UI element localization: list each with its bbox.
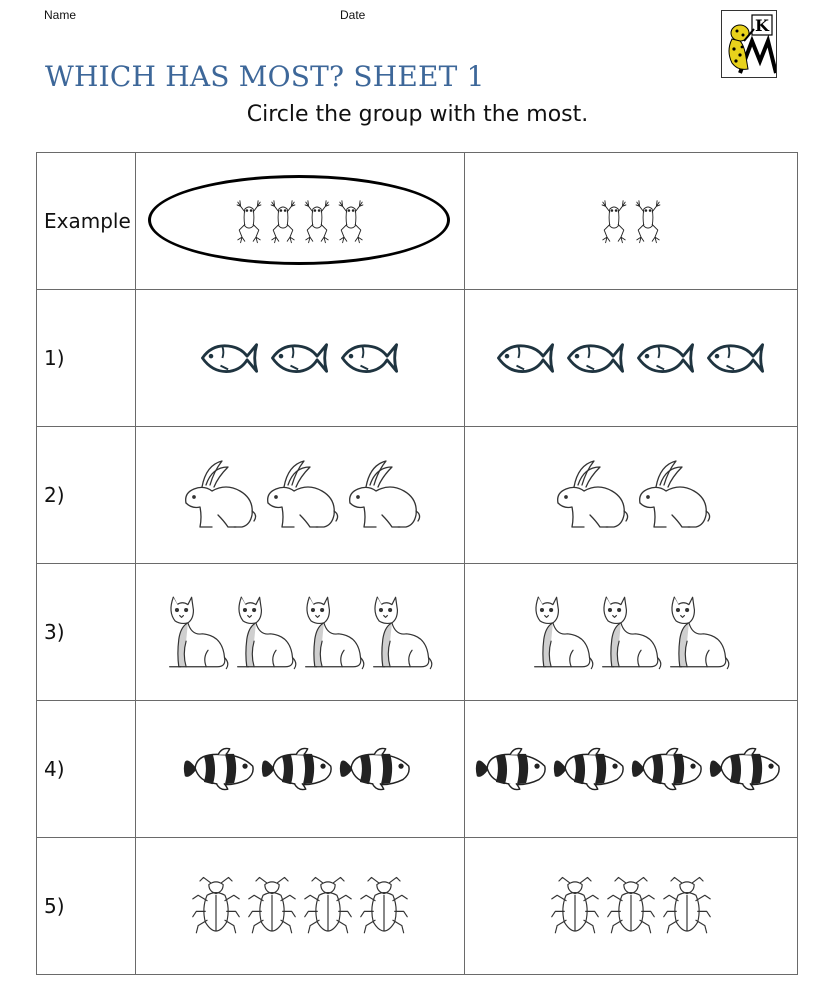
- clownfish-icon: [709, 745, 787, 793]
- right-group-cell[interactable]: [465, 701, 798, 838]
- right-animal-group: [600, 196, 662, 246]
- leopard-logo-icon: [722, 11, 776, 77]
- fish-icon: [563, 339, 629, 377]
- worksheet-row: [37, 564, 798, 701]
- row-label: 4): [37, 701, 136, 838]
- worksheet-row: [37, 153, 798, 290]
- worksheet-row: [37, 290, 798, 427]
- left-group-cell[interactable]: [136, 153, 465, 290]
- cat-icon: [370, 593, 434, 671]
- cat-icon: [667, 593, 731, 671]
- beetle-icon: [606, 875, 656, 937]
- right-animal-group: [475, 745, 787, 793]
- beetle-icon: [662, 875, 712, 937]
- rabbit-icon: [178, 459, 258, 531]
- worksheet-row: [37, 701, 798, 838]
- clownfish-icon: [631, 745, 709, 793]
- beetle-icon: [191, 875, 241, 937]
- left-group-cell[interactable]: [136, 564, 465, 701]
- left-animal-group: [183, 745, 417, 793]
- rabbit-icon: [632, 459, 712, 531]
- fish-icon: [703, 339, 769, 377]
- right-animal-group: [493, 339, 769, 377]
- beetle-icon: [550, 875, 600, 937]
- clownfish-icon: [183, 745, 261, 793]
- right-group-cell[interactable]: [465, 838, 798, 975]
- left-animal-group: [191, 875, 409, 937]
- frog-icon: [600, 196, 628, 246]
- left-group-cell[interactable]: [136, 427, 465, 564]
- cat-icon: [234, 593, 298, 671]
- fish-icon: [633, 339, 699, 377]
- logo-letter: K: [755, 16, 769, 35]
- date-label: Date: [340, 8, 366, 22]
- answer-circle: [148, 175, 450, 265]
- clownfish-icon: [261, 745, 339, 793]
- cat-icon: [531, 593, 595, 671]
- right-animal-group: [550, 459, 712, 531]
- left-group-cell[interactable]: [136, 290, 465, 427]
- beetle-icon: [359, 875, 409, 937]
- left-group-cell[interactable]: [136, 701, 465, 838]
- cat-icon: [599, 593, 663, 671]
- left-animal-group: [178, 459, 422, 531]
- left-group-cell[interactable]: [136, 838, 465, 975]
- right-group-cell[interactable]: [465, 290, 798, 427]
- worksheet-title: WHICH HAS MOST? SHEET 1: [45, 60, 485, 93]
- worksheet-grid: [36, 152, 798, 975]
- frog-icon: [634, 196, 662, 246]
- beetle-icon: [303, 875, 353, 937]
- clownfish-icon: [339, 745, 417, 793]
- row-label: 3): [37, 564, 136, 701]
- right-group-cell[interactable]: [465, 153, 798, 290]
- worksheet-row: [37, 427, 798, 564]
- right-animal-group: [550, 875, 712, 937]
- logo: [721, 10, 777, 78]
- fish-icon: [337, 339, 403, 377]
- fish-icon: [267, 339, 333, 377]
- cat-icon: [302, 593, 366, 671]
- fish-icon: [197, 339, 263, 377]
- row-label: 5): [37, 838, 136, 975]
- beetle-icon: [247, 875, 297, 937]
- instructions: Circle the group with the most.: [246, 102, 589, 127]
- right-group-cell[interactable]: [465, 427, 798, 564]
- clownfish-icon: [475, 745, 553, 793]
- worksheet-row: [37, 838, 798, 975]
- left-animal-group: [166, 593, 434, 671]
- cat-icon: [166, 593, 230, 671]
- name-label: Name: [44, 8, 77, 22]
- row-label: 2): [37, 427, 136, 564]
- row-label: Example: [37, 153, 136, 290]
- rabbit-icon: [260, 459, 340, 531]
- rabbit-icon: [342, 459, 422, 531]
- right-animal-group: [531, 593, 731, 671]
- rabbit-icon: [550, 459, 630, 531]
- right-group-cell[interactable]: [465, 564, 798, 701]
- clownfish-icon: [553, 745, 631, 793]
- left-animal-group: [197, 339, 403, 377]
- row-label: 1): [37, 290, 136, 427]
- fish-icon: [493, 339, 559, 377]
